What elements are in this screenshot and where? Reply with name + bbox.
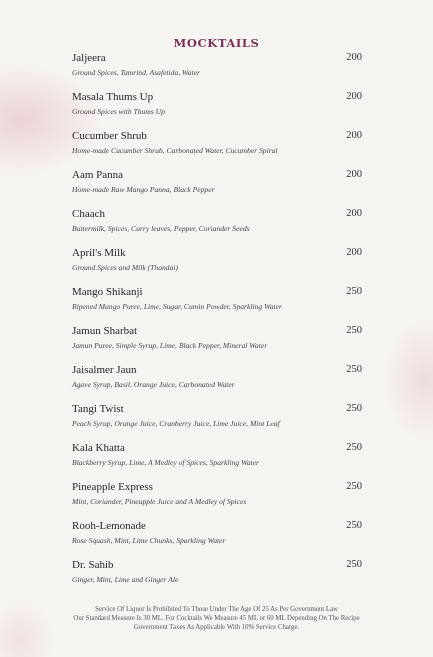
menu-item-description: Ginger, Mint, Lime and Ginger Ale — [72, 575, 179, 584]
menu-item-description: Ripened Mango Puree, Lime, Sugar, Cumin Powder, Sparkling Water — [72, 302, 282, 311]
menu-item-description: Rose Squash, Mint, Lime Chunks, Sparkling Water — [72, 536, 226, 545]
page-title: MOCKTAILS — [173, 36, 260, 50]
menu-item-price: 250 — [346, 403, 362, 414]
menu-item — [72, 169, 362, 208]
menu-item-name: Pineapple Express — [72, 481, 153, 493]
menu-item — [72, 364, 362, 403]
menu-item — [72, 130, 362, 169]
menu-item — [72, 52, 362, 91]
menu-item-description: Ground Spices, Tamrind, Asafetida, Water — [72, 68, 200, 77]
menu-footer-notes — [0, 605, 433, 632]
menu-item-description: Agave Syrup, Basil, Orange Juice, Carbonated Water — [72, 380, 235, 389]
menu-item-price: 200 — [346, 247, 362, 258]
menu-item-price: 200 — [346, 91, 362, 102]
menu-item-description: Peach Syrup, Orange Juice, Cranberry Juice, Lime Juice, Mint Leaf — [72, 419, 280, 428]
menu-item — [72, 442, 362, 481]
menu-item-description: Buttermilk, Spices, Curry leaves, Pepper, Coriander Seeds — [72, 224, 250, 233]
menu-item-price: 250 — [346, 286, 362, 297]
menu-item — [72, 325, 362, 364]
footer-line-measure-policy: Our Standard Measure Is 30 ML. For Cocktails We Measure 45 ML or 60 ML Depending On The Recipe — [73, 615, 360, 622]
menu-item-description: Mint, Coriander, Pineapple Juice and A Medley of Spices — [72, 497, 247, 506]
menu-item — [72, 403, 362, 442]
menu-item-name: Jaisalmer Jaun — [72, 364, 137, 376]
menu-item-price: 250 — [346, 559, 362, 570]
footer-line-age-policy: Service Of Liquor Is Prohibited To Those Under The Age Of 25 As Per Government Law — [95, 606, 338, 613]
menu-item-price: 250 — [346, 325, 362, 336]
menu-item-name: April's Milk — [72, 247, 126, 259]
menu-item — [72, 286, 362, 325]
menu-item-description: Ground Spices with Thums Up — [72, 107, 165, 116]
menu-item-description: Jamun Puree, Simple Syrup, Lime, Black Pepper, Mineral Water — [72, 341, 268, 350]
menu-item-name: Chaach — [72, 208, 105, 220]
menu-item-name: Cucumber Shrub — [72, 130, 147, 142]
menu-item-description: Home-made Cucumber Shrub, Carbonated Water, Cucumber Spiral — [72, 146, 278, 155]
menu-item-price: 200 — [346, 169, 362, 180]
footer-line-tax-policy: Government Taxes As Applicable With 10% Service Charge. — [133, 624, 300, 631]
menu-item-name: Tangi Twist — [72, 403, 124, 415]
menu-item — [72, 481, 362, 520]
menu-item-price: 250 — [346, 520, 362, 531]
menu-item-description: Blackberry Syrup, Lime, A Medley of Spices, Sparkling Water — [72, 458, 259, 467]
menu-item-price: 250 — [346, 481, 362, 492]
menu-item-price: 250 — [346, 442, 362, 453]
menu-item-name: Mango Shikanji — [72, 286, 143, 298]
menu-item-price: 200 — [346, 208, 362, 219]
menu-item-name: Aam Panna — [72, 169, 124, 181]
menu-item-name: Jaljeera — [72, 52, 106, 64]
menu-item — [72, 247, 362, 286]
menu-item-price: 250 — [346, 364, 362, 375]
menu-item-description: Home-made Raw Mango Panna, Black Pepper — [72, 185, 215, 194]
menu-item-name: Dr. Sahib — [72, 559, 114, 571]
menu-item — [72, 559, 362, 598]
menu-item-name: Kala Khatta — [72, 442, 125, 454]
menu-item-list — [72, 52, 362, 598]
menu-item-name: Masala Thums Up — [72, 91, 154, 103]
menu-item-name: Rooh-Lemonade — [72, 520, 146, 532]
menu-item-price: 200 — [346, 130, 362, 141]
menu-item — [72, 91, 362, 130]
menu-item — [72, 208, 362, 247]
menu-item — [72, 520, 362, 559]
menu-item-description: Ground Spices and Milk (Thandai) — [72, 263, 179, 272]
menu-item-price: 200 — [346, 52, 362, 63]
menu-item-name: Jamun Sharbat — [72, 325, 138, 337]
